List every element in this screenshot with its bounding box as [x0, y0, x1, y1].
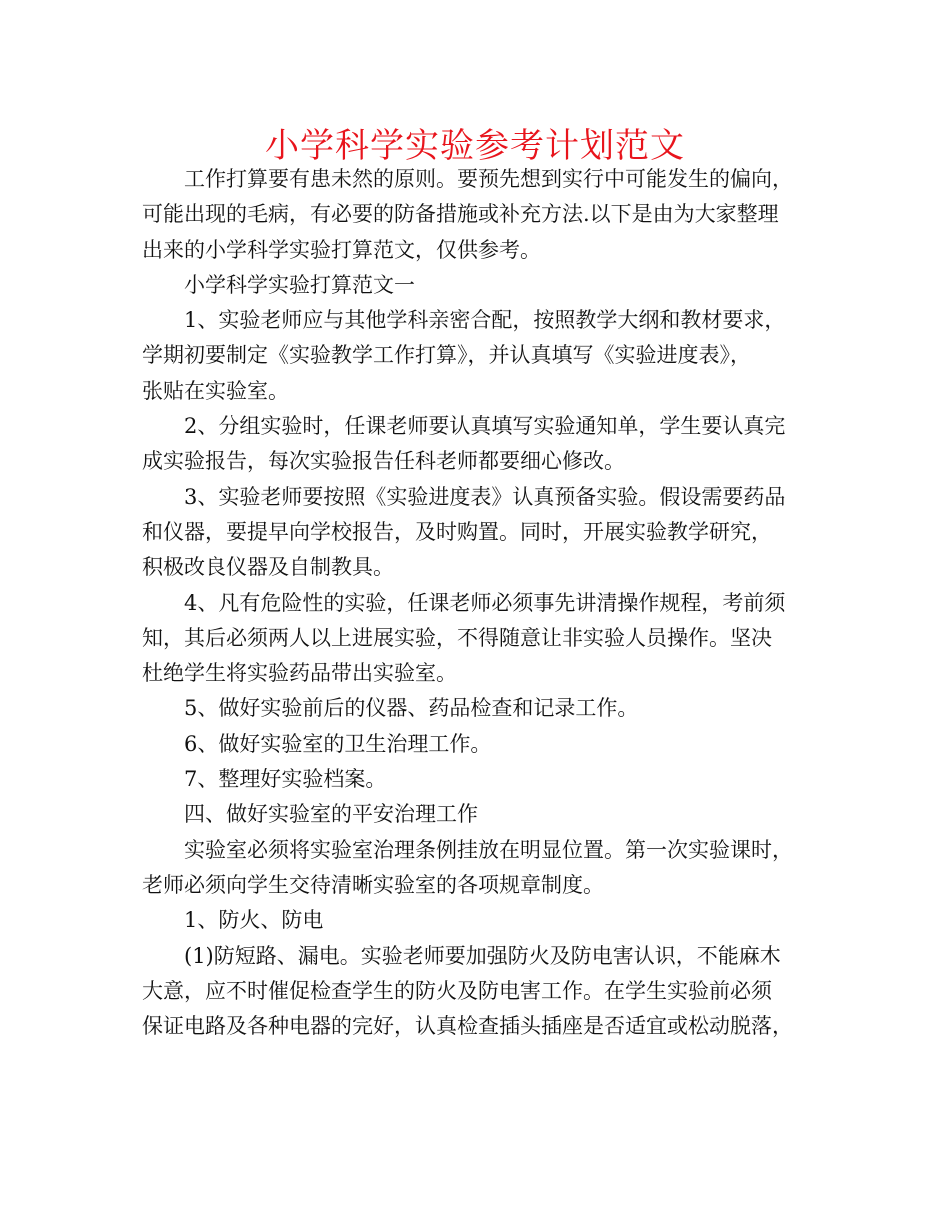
text-line: 1、防火、防电: [184, 908, 324, 933]
paragraph-item-6: [142, 727, 810, 762]
text-line: 老师必须向学生交待清晰实验室的各项规章制度。: [142, 872, 604, 897]
text-line: 1、实验老师应与其他学科亲密合配，按照教学大纲和教材要求，: [184, 308, 786, 333]
text-line: 和仪器，要提早向学校报告，及时购置。同时，开展实验教学研究，: [142, 519, 772, 544]
text-line: 大意，应不时催促检查学生的防火及防电害工作。在学生实验前必须: [142, 978, 772, 1003]
text-line: 积极改良仪器及自制教具。: [142, 555, 394, 580]
paragraph-safety-intro: [142, 833, 810, 904]
text-line: 学期初要制定《实验教学工作打算》，并认真填写《实验进度表》，: [142, 343, 751, 368]
text-line: 6、做好实验室的卫生治理工作。: [184, 731, 492, 756]
text-line: 2、分组实验时，任课老师要认真填写实验通知单，学生要认真完: [184, 414, 786, 439]
text-line: 7、整理好实验档案。: [184, 767, 387, 792]
text-line: 知，其后必须两人以上进展实验，不得随意让非实验人员操作。坚决: [142, 625, 772, 650]
text-line: 杜绝学生将实验药品带出实验室。: [142, 661, 457, 686]
paragraph-item-1: [142, 303, 810, 409]
text-line: 实验室必须将实验室治理条例挂放在明显位置。第一次实验课时，: [184, 837, 793, 862]
text-line: 成实验报告，每次实验报告任科老师都要细心修改。: [142, 449, 625, 474]
text-line: 4、凡有危险性的实验，任课老师必须事先讲清操作规程，考前须: [184, 590, 786, 615]
paragraph-short-circuit: [142, 939, 810, 1045]
text-line: 小学科学实验打算范文一: [184, 272, 415, 297]
text-line: 可能出现的毛病，有必要的防备措施或补充方法.以下是由为大家整理: [142, 202, 779, 227]
text-line: 3、实验老师要按照《实验进度表》认真预备实验。假设需要药品: [184, 484, 786, 509]
paragraph-item-3: [142, 480, 810, 586]
paragraph-intro: [142, 162, 810, 268]
subsection-heading-fire: [142, 903, 810, 938]
text-line: 工作打算要有患未然的原则。要预先想到实行中可能发生的偏向，: [184, 167, 793, 191]
text-line: 张贴在实验室。: [142, 378, 289, 403]
text-line: 出来的小学科学实验打算范文，仅供参考。: [142, 237, 541, 262]
text-line: 5、做好实验前后的仪器、药品检查和记录工作。: [184, 696, 639, 721]
paragraph-item-5: [142, 691, 810, 726]
document-title: 小学科学实验参考计划范文: [265, 126, 685, 166]
paragraph-item-4: [142, 586, 810, 692]
paragraph-item-2: [142, 409, 810, 480]
text-line: 四、做好实验室的平安治理工作: [184, 802, 478, 827]
paragraph-item-7: [142, 762, 810, 797]
text-line: 保证电路及各种电器的完好，认真检查插头插座是否适宜或松动脱落，: [142, 1014, 793, 1039]
document-body: [142, 162, 810, 1044]
text-line: (1)防短路、漏电。实验老师要加强防火及防电害认识，不能麻木: [184, 943, 781, 968]
section-heading: [142, 268, 810, 303]
section-heading-safety: [142, 797, 810, 832]
